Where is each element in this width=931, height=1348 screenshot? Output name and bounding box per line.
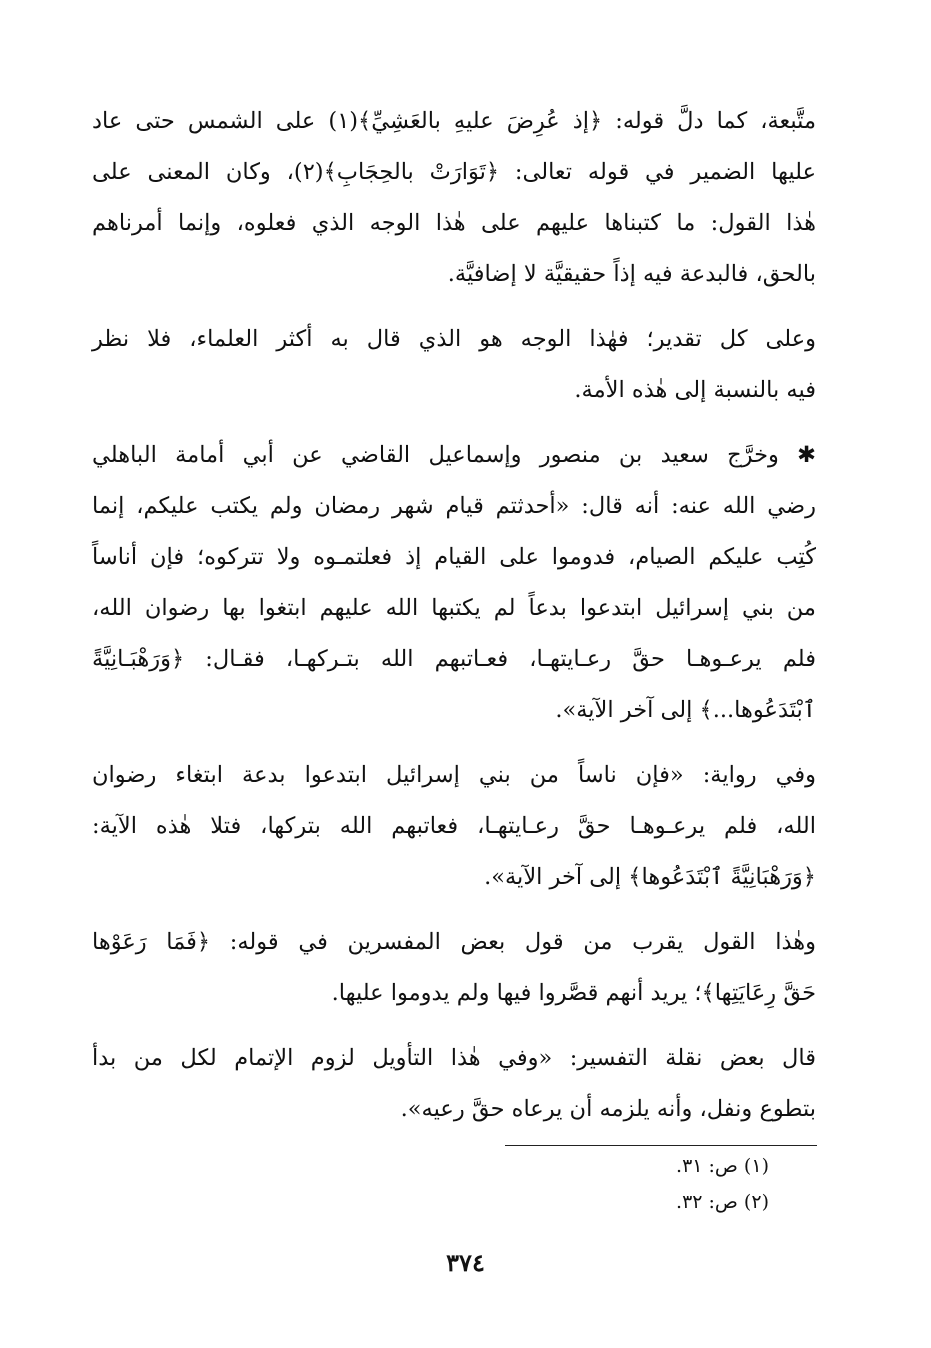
text-line: الله، فلم يرعـوهـا حقَّ رعـايتهـا، فعاتبهم الله بتركها، فتلا هٰذه الآية:: [92, 813, 816, 839]
paragraph-1: [92, 96, 816, 300]
text-line: هٰذا القول: ما كتبناها عليهم على هٰذا الوجه الذي فعلوه، وإنما أمرناهم: [92, 210, 816, 236]
footnotes: [676, 1148, 769, 1220]
text-line: وهٰذا القول يقرب من قول بعض المفسرين في قوله: ﴿فَمَا رَعَوْها: [92, 929, 816, 955]
footnote-2: (٢) ص: ٣٢.: [676, 1191, 769, 1213]
page-body: [92, 96, 816, 1149]
text-line: ٱبْتَدَعُوها...﴾ إلى آخر الآية».: [555, 697, 816, 723]
text-line: ✱ وخرَّج سعيد بن منصور وإسماعيل القاضي عن أبي أمامة الباهلي: [92, 442, 816, 468]
text-line: وفي رواية: «فإن ناساً من بني إسرائيل ابتدعوا بدعة ابتغاء رضوان: [92, 762, 816, 788]
paragraph-4: [92, 750, 816, 903]
text-line: حَقَّ رِعَايَتِها﴾؛ يريد أنهم قصَّروا فيها ولم يدوموا عليها.: [331, 980, 816, 1006]
footnote-1: (١) ص: ٣١.: [676, 1155, 769, 1177]
text-line: ﴿وَرَهْبَانِيَّةً ٱبْتَدَعُوها﴾ إلى آخر الآية».: [484, 864, 816, 890]
paragraph-2: [92, 314, 816, 416]
paragraph-6: [92, 1033, 816, 1135]
text-line: من بني إسرائيل ابتدعوا بدعاً لم يكتبها الله عليهم ابتغوا بها رضوان الله،: [92, 595, 816, 621]
footnote-separator: [505, 1145, 817, 1146]
text-line: قال بعض نقلة التفسير: «وفي هٰذا التأويل لزوم الإتمام لكل من بدأ: [92, 1045, 816, 1071]
text-line: كُتِب عليكم الصيام، فدوموا على القيام إذ فعلتمـوه ولا تتركوه؛ فإن أناساً: [92, 544, 816, 570]
paragraph-3: [92, 430, 816, 736]
page-number: ٣٧٤: [446, 1248, 485, 1277]
text-line: بالحق، فالبدعة فيه إذاً حقيقيَّة لا إضافيَّة.: [447, 261, 816, 287]
text-line: فلم يرعـوهـا حقَّ رعـايتهـا، فعـاتبهم الله بتـركهـا، فقـال: ﴿وَرَهْبَـانِيَّةً: [92, 646, 816, 672]
paragraph-5: [92, 917, 816, 1019]
text-line: بتطوع ونفل، وأنه يلزمه أن يرعاه حقَّ رعيه».: [400, 1096, 816, 1122]
text-line: رضي الله عنه: أنه قال: «أحدثتم قيام شهر رمضان ولم يكتب عليكم، إنما: [92, 493, 816, 519]
text-line: وعلى كل تقدير؛ فهٰذا الوجه هو الذي قال به أكثر العلماء، فلا نظر: [92, 326, 816, 352]
text-line: عليها الضمير في قوله تعالى: ﴿تَوَارَتْ بالحِجَابِ﴾(٢)، وكان المعنى على: [92, 159, 816, 185]
text-line: متَّبعة، كما دلَّ قوله: ﴿إذ عُرِضَ عليهِ بالعَشِيِّ﴾(١) على الشمس حتى عاد: [92, 108, 816, 134]
text-line: فيه بالنسبة إلى هٰذه الأمة.: [574, 377, 816, 403]
